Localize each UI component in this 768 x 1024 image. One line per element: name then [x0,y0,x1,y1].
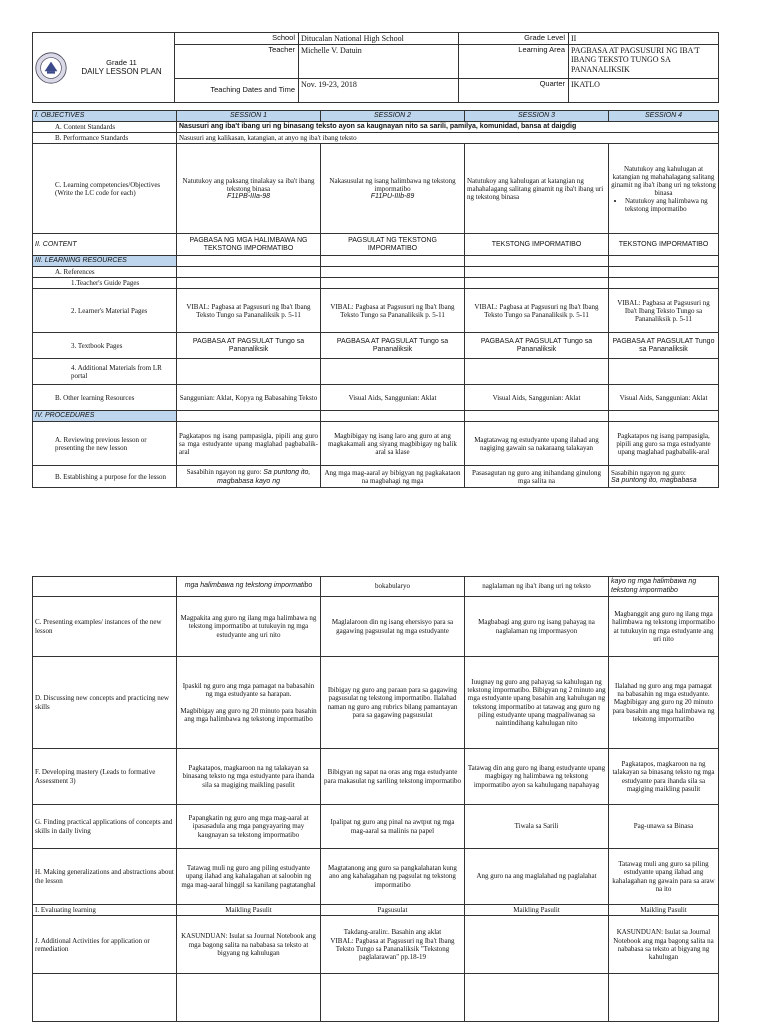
purpose-cont-s4: kayo ng mga halimbawa ng tekstong impormatibo [609,577,719,597]
grade-text: Grade 11 [106,57,137,67]
examples-label: C. Presenting examples/ instances of the new lesson [33,597,177,657]
grade-level-label: Grade Level [459,33,569,45]
procedures-heading: IV. PROCEDURES [33,411,177,422]
school-label: School [175,33,299,45]
mastery-s2: Bibigyan ng sapat na oras ang mga estudyante para makasulat ng sariling tekstong impormatibo [321,749,465,805]
discussing-s4: Ilalahad ng guro ang mga pamagat na babasahin ng mga estudyante. Magbibigay ang guro ng 20 minuto para basahin ang mga halimbawa ng tekstong impormatibo [609,657,719,749]
evaluating-label: I. Evaluating learning [33,905,177,916]
purpose-s1: Sasabihin ngayon ng guro: Sa puntong ito, magbabasa kayo ng [177,466,321,488]
other-resources-s3: Visual Aids, Sanggunian: Aklat [465,385,609,411]
content-s1: PAGBASA NG MGA HALIMBAWA NG TEKSTONG IMPORMATIBO [177,234,321,256]
additional-activities-s2: Takdang-aralin:. Basahin ang aklat VIBAL: Pagbasa at Pagsusuri ng Iba't Ibang Teksto Tungo sa Pananaliksik "Tekstong paglalarawan" pp.18-19 [321,916,465,974]
performance-standards-value: Nasusuri ang kalikasan, katangian, at anyo ng iba't ibang teksto [177,133,719,144]
mastery-label: F. Developing mastery (Leads to formative Assessment 3) [33,749,177,805]
textbook-label: 3. Textbook Pages [33,333,177,359]
session-3-header: SESSION 3 [465,111,609,122]
content-s3: TEKSTONG IMPORMATIBO [465,234,609,256]
competency-s4-bullet: • Natutukoy ang halimbawa ng tekstong impormatibo [625,197,716,213]
lc-code-s1: F11PB-IIIa-98 [226,192,271,200]
review-label: A. Reviewing previous lesson or presenting the new lesson [33,422,177,466]
applications-s4: Pag-unawa sa Binasa [609,805,719,849]
header-table [32,32,719,103]
review-s4: Pagkatapos ng isang pampasigla, pipili ang guro sa mga estudyante upang maglahad pagbabalik-aral [609,422,719,466]
learners-material-label: 2. Learner's Material Pages [33,289,177,333]
session-1-header: SESSION 1 [177,111,321,122]
teacher-label: Teacher [175,45,299,79]
examples-s4: Magbanggit ang guro ng ilang mga halimbawa ng tekstong impormatibo at tutukuyin ng mga estudyante ang uri nito [609,597,719,657]
content-standards-label: A. Content Standards [33,122,177,133]
learners-material-s2: VIBAL: Pagbasa at Pagsusuri ng Iba't Ibang Teksto Tungo sa Pananaliksik p. 5-11 [321,289,465,333]
content-standards-value: Nasusuri ang iba't ibang uri ng binasang teksto ayon sa kaugnayan nito sa sarili, pamilya, komunidad, bansa at daigdig [177,122,719,133]
references-label: A. References [33,267,177,278]
discussing-s1: Ipaskil ng guro ang mga pamagat na babasahin ng mga estudyante sa harapan. Magbibigay ang guro ng 20 minuto para basahin ang mga halimbawa ng tekstong impormatibo [177,657,321,749]
quarter-value: IKATLO [569,79,719,103]
textbook-s3: PAGBASA AT PAGSULAT Tungo sa Pananaliksik [465,333,609,359]
learning-area-label: Learning Area [459,45,569,79]
dlp-title-block [33,33,175,103]
purpose-cont-s2: bokabularyo [321,577,465,597]
discussing-s2: Ibibigay ng guro ang paraan para sa gagawing pagsusulat ng tekstong impormatibo. Ilalahad naman ng guro ang rubrics bilang pamantayan para sa gagawing pagsusulat [321,657,465,749]
textbook-s4: PAGBASA AT PAGSULAT Tungo sa Pananaliksik [609,333,719,359]
content-s4: TEKSTONG IMPORMATIBO [609,234,719,256]
evaluating-s2: Pagsusulat [321,905,465,916]
examples-s1: Magpakita ang guro ng ilang mga halimbawa ng tekstong impormatibo at tutukuyin ng mga estudyante ang uri nito [177,597,321,657]
textbook-s2: PAGBASA AT PAGSULAT Tungo sa Pananaliksik [321,333,465,359]
applications-label: G. Finding practical applications of concepts and skills in daily living [33,805,177,849]
discussing-s3: Iuugnay ng guro ang pahayag sa kahulugan ng tekstong impormatibo. Bibigyan ng 2 minuto ang mga estudyante upang basahin ang kahulugan ng tekstong impormatibo at tatawag ang guro ng piling estudyante upang magpaliwanag sa naintindihang kahulugan nito [465,657,609,749]
dlp-title: DAILY LESSON PLAN [81,67,162,77]
dates-label: Teaching Dates and Time [175,79,299,103]
generalizations-s4: Tatawag muli ang guro sa piling estudyante upang ilahad ang kahalagahan ng gawain para sa araw na ito [609,849,719,905]
quarter-label: Quarter [459,79,569,103]
content-heading: II. CONTENT [33,234,177,256]
additional-activities-s4: KASUNDUAN: Isulat sa Journal Notebook ang mga bagong salita na nababasa sa teksto at bigyang ng kahulugan [609,916,719,974]
learners-material-s3: VIBAL: Pagbasa at Pagsusuri ng Iba't Ibang Teksto Tungo sa Pananaliksik p. 5-11 [465,289,609,333]
applications-s1: Papangkatin ng guro ang mga mag-aaral at ipasasadula ang mga pangyayaring may kaugnayan sa tekstong impormatibo [177,805,321,849]
purpose-s4: Sasabihin ngayon ng guro: Sa puntong ito, magbabasa [609,466,719,488]
applications-s3: Tiwala sa Sarili [465,805,609,849]
examples-s3: Magbabagi ang guro ng isang pahayag na naglalaman ng impormasyon [465,597,609,657]
discussing-label: D. Discussing new concepts and practicing new skills [33,657,177,749]
mastery-s4: Pagkatapos, magkaroon na ng talakayan sa binasang teksto ng mga estudyante para ihanda sila sa magiging maikling pasulit [609,749,719,805]
purpose-label: B. Establishing a purpose for the lesson [33,466,177,488]
lc-code-s2: F11PU-IIIb-89 [370,192,415,200]
session-2-header: SESSION 2 [321,111,465,122]
page-2 [0,540,768,1024]
review-s2: Magbibigay ng isang laro ang guro at ang magkakamali ang siyang magbibigay ng balik aral sa klase [321,422,465,466]
teachers-guide-label: 1.Teacher's Guide Pages [33,278,177,289]
additional-activities-s1: KASUNDUAN: Isulat sa Journal Notebook ang mga bagong salita na nababasa sa teksto at bigyang ng kahulugan [177,916,321,974]
dates-value: Nov. 19-23, 2018 [299,79,459,103]
generalizations-s2: Magtatanong ang guro sa pangkalahatan kung ano ang kahalagahan ng pagsulat ng tekstong impormatibo [321,849,465,905]
mastery-s1: Pagkatapos, magkaroon na ng talakayan sa binasang teksto ng mga estudyante para ihanda sila sa magiging maikling pasulit [177,749,321,805]
mastery-s3: Tatawag din ang guro ng ibang estudyante upang magbigay ng halimbawa ng tekstong impormatibo ayon sa kahulugang napahayag [465,749,609,805]
review-s3: Magtatawag ng estudyante upang ilahad ang nagiging gawain sa nakaraang talakayan [465,422,609,466]
additional-activities-label: J. Additional Activities for application or remediation [33,916,177,974]
learners-material-s4: VIBAL: Pagbasa at Pagsusuri ng Iba't Ibang Teksto Tungo sa Pananaliksik p. 5-11 [609,289,719,333]
other-resources-s2: Visual Aids, Sanggunian: Aklat [321,385,465,411]
lesson-table-page2 [32,576,719,1022]
resources-heading: III. LEARNING RESOURCES [33,256,177,267]
other-resources-label: B. Other learning Resources [33,385,177,411]
evaluating-s3: Maikling Pasulit [465,905,609,916]
other-resources-s1: Sanggunian: Aklat, Kopya ng Babasahing Teksto [177,385,321,411]
other-resources-s4: Visual Aids, Sanggunian: Aklat [609,385,719,411]
competency-s3: Natutukoy ang kahulugan at katangian ng mahahalagang salitang ginamit ng iba't ibang uri ng tekstong binasa [465,144,609,234]
competency-s1: Natutukoy ang paksang tinalakay sa iba't ibang tekstong binasa F11PB-IIIa-98 [177,144,321,234]
generalizations-s3: Ang guro na ang maglalahad ng paglalahat [465,849,609,905]
deped-seal-icon [35,52,67,84]
purpose-cont-s1: mga halimbawa ng tekstong impormatibo [177,577,321,597]
competencies-label: C. Learning competencies/Objectives (Write the LC code for each) [33,144,177,234]
session-4-header: SESSION 4 [609,111,719,122]
textbook-s1: PAGBASA AT PAGSULAT Tungo sa Pananaliksik [177,333,321,359]
lesson-table-page1 [32,110,719,488]
lr-portal-label: 4. Additional Materials from LR portal [33,359,177,385]
purpose-cont-s3: naglalaman ng iba't ibang uri ng teksto [465,577,609,597]
applications-s2: Ipalipat ng guro ang pinal na awtput ng mga mag-aaral sa malinis na papel [321,805,465,849]
review-s1: Pagkatapos ng isang pampasigla, pipili ang guro sa mga estudyante upang maglahad pagbabalik-aral [177,422,321,466]
purpose-s3: Pasasagutan ng guro ang inihandang ginulong mga salita na [465,466,609,488]
learning-area-value: PAGBASA AT PAGSUSURI NG IBA'T IBANG TEKSTO TUNGO SA PANANALIKSIK [569,45,719,79]
examples-s2: Maglalaroon din ng isang ehersisyo para sa gagawing pagsusulat ng mga estudyante [321,597,465,657]
learners-material-s1: VIBAL: Pagbasa at Pagsusuri ng Iba't Ibang Teksto Tungo sa Pananaliksik p. 5-11 [177,289,321,333]
evaluating-s1: Maikling Pasulit [177,905,321,916]
evaluating-s4: Maikling Pasulit [609,905,719,916]
generalizations-label: H. Making generalizations and abstractions about the lesson [33,849,177,905]
performance-standards-label: B. Performance Standards [33,133,177,144]
competency-s4: Natutukoy ang kahulugan at katangian ng mahahalagang salitang ginamit ng iba't ibang uri ng tekstong binasa • Natutukoy ang halimbawa ng tekstong impormatibo [609,144,719,234]
content-s2: PAGSULAT NG TEKSTONG IMPORMATIBO [321,234,465,256]
teacher-value: Michelle V. Datuin [299,45,459,79]
generalizations-s1: Tatawag muli ng guro ang piling estudyante upang ilahad ang kahalagahan at saloobin ng mga mag-aaral hinggil sa kanilang pagtatanghal [177,849,321,905]
purpose-s2: Ang mga mag-aaral ay bibigyan ng pagkakataon na magbahagi ng mga [321,466,465,488]
objectives-heading: I. OBJECTIVES [33,111,177,122]
competency-s2: Nakasusulat ng isang halimbawa ng tekstong impormatibo F11PU-IIIb-89 [321,144,465,234]
grade-level-value: II [569,33,719,45]
school-value: Ditucalan National High School [299,33,459,45]
